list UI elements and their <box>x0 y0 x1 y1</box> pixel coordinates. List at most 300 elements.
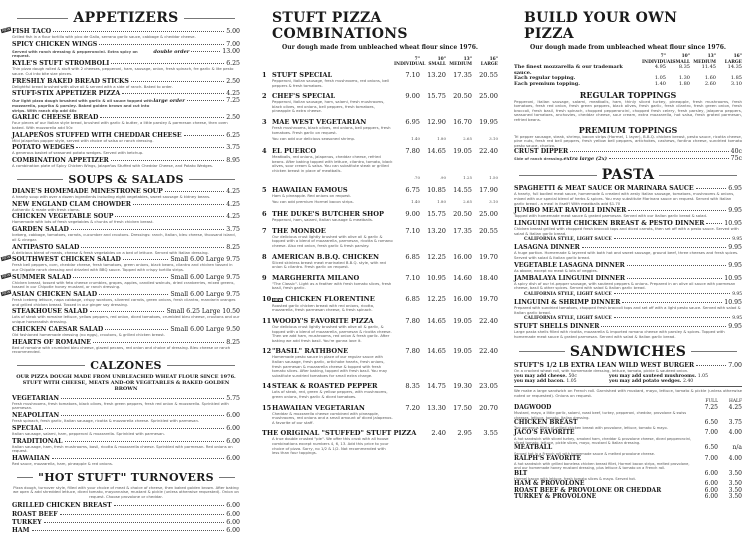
section-title: STUFT PIZZA COMBINATIONS <box>262 10 498 42</box>
combo-description: Pepperoni, ham, salami, Italian sausage & meatballs. <box>272 217 374 223</box>
dot-leader <box>122 93 224 94</box>
combo-price: 16.00 <box>453 294 472 303</box>
dot-leader <box>71 229 224 230</box>
item-name: ASIAN CHICKEN SALAD <box>12 291 98 299</box>
full-price: 6.00 <box>704 480 718 488</box>
blank <box>446 282 472 291</box>
combo-description: Our delicious crust lightly brushed with olive oil & garlic, & topped with a blend of mozzarella, parmesan & ricotta cheese. Then we add ham, mushrooms, red onion & fresh garlic. After baking we add fresh basil. You're gonna love it. <box>272 324 392 343</box>
menu-item <box>1 272 240 290</box>
size-label: 7" INDIVIDUAL <box>394 57 426 67</box>
menu-item <box>514 299 742 322</box>
menu-item <box>12 519 240 526</box>
addon-price: 1.40 <box>411 136 420 142</box>
item-row <box>12 519 240 526</box>
addon-price: 2.65 <box>463 136 472 142</box>
byo-price: 1.60 <box>704 75 716 82</box>
sandwich-name: MEATBALL <box>514 444 553 452</box>
addon-price: 1.40 <box>411 199 420 205</box>
item-desc-row <box>514 155 742 163</box>
menu-item <box>12 114 240 130</box>
blank <box>446 235 472 249</box>
item-price: 9.95 <box>728 244 742 252</box>
blank <box>472 390 498 399</box>
byo-row-label: The finest mozzarella & our trademark sauce. <box>514 64 623 76</box>
california-price: 9.95 <box>732 237 742 243</box>
blank <box>394 235 420 249</box>
column-label: FULL <box>705 398 718 404</box>
item-price: 10.95 <box>724 274 742 282</box>
combo-description: Cheddar & mozzarella cheese combined with pineapple, mushrooms, red onions and a small amount of diced jalapenos. A favorite of our staff. <box>272 410 393 425</box>
menu-item <box>12 90 240 113</box>
item-price: 7.00 <box>728 361 742 369</box>
dot-leader <box>622 302 722 303</box>
item-description: Fresh mushrooms, fresh tomatoes, black olives, fresh green peppers, fresh red onion & mozzarella. Sprinkled with parmesan. <box>12 400 229 411</box>
dot-leader <box>614 317 730 318</box>
item-price: 6.25 <box>226 60 240 68</box>
item-row <box>12 527 240 534</box>
original-price: 3.55 <box>483 429 498 438</box>
section-title: APPETIZERS <box>12 10 240 26</box>
combo-price: 19.05 <box>453 347 472 356</box>
item-name: CRUST DIPPER <box>514 148 569 156</box>
item-price: 9.95 <box>728 261 742 269</box>
byo-row-label: Each premium topping. <box>514 80 581 87</box>
new-badge: NEW <box>1 272 11 279</box>
addon-label: you may add potato wedges. <box>609 379 683 385</box>
dot-leader <box>570 151 729 152</box>
combo-price: 6.85 <box>405 294 420 303</box>
item-description: A delicious blend of meats, cheese & fresh vegetables on a bed of lettuce. Served with Italian dressing. <box>12 249 209 255</box>
item-name: JAMBALAYA LINGUINI DINNER <box>514 274 626 282</box>
item-description: Iceberg, cabbage, tomatoes, carrots, cucumber and croutons. Dressings: ranch, Italian, bleu cheese, thousand island, oil & vinegar. <box>12 232 236 242</box>
item-price: 6.00 <box>226 424 240 432</box>
item-description: Red sauce, mozzarella, ham, pineapple & red onions. <box>12 461 114 467</box>
byo-subtitle: Our dough made from unbleached wheat flour since 1976. <box>529 44 727 51</box>
menu-item <box>12 157 240 169</box>
combo-number: 1 <box>262 71 267 79</box>
byo-price: 2.60 <box>704 80 716 87</box>
menu-item <box>514 362 742 374</box>
item-name: KYLE'S STUFT STROMBOLI <box>12 60 110 68</box>
california-label: CALIFORNIA STYLE, LIGHT SAUCE <box>524 316 612 322</box>
combo-price: 18.40 <box>479 273 498 282</box>
addon-price: 50c <box>568 374 577 380</box>
item-name: GARDEN SALAD <box>12 226 69 234</box>
dot-leader <box>90 311 165 312</box>
combo-number: 14 <box>262 382 272 391</box>
pizza-combo <box>262 92 498 114</box>
item-description: As above, except no meat & lots of veggies. <box>514 267 598 273</box>
item-name: COMBINATION APPETIZER <box>12 157 109 165</box>
blank <box>394 412 420 426</box>
blank <box>446 390 472 399</box>
addon-label: You can add premium Hormel bacon strips. <box>272 199 354 205</box>
blank <box>262 155 272 173</box>
byo-price: 8.35 <box>678 64 690 71</box>
item-desc-row <box>12 48 240 59</box>
middle-column <box>262 6 498 456</box>
combo-price: 17.35 <box>453 71 472 79</box>
combo-number: 4 <box>262 147 267 156</box>
blank <box>262 325 272 343</box>
item-price: 3.75 <box>226 144 240 152</box>
item-name: DIANE'S HOMEMADE MINESTRONE SOUP <box>12 187 163 195</box>
item-description: Prepared with sundried tomatoes, chopped fresh broccoli tops and set off with a light pesto sauce. Served with salad & Italian garlic bread. <box>514 304 741 315</box>
combos-subtitle: Our dough made from unbleached wheat flour since 1976. <box>281 44 479 51</box>
item-description: A generous basket of seasoned potato wedges. Served with ketchup. <box>12 150 144 156</box>
half-price: 3.50 <box>728 480 742 488</box>
blank <box>262 235 272 249</box>
extra-label: extra large (2x) <box>563 156 607 163</box>
dot-leader <box>73 277 168 278</box>
combo-name: CHEF'S SPECIAL <box>272 92 336 101</box>
dot-leader <box>61 415 224 416</box>
combo-price: 6.95 <box>405 117 420 126</box>
menu-item <box>12 244 240 256</box>
byo-price: 14.35 <box>727 64 742 71</box>
menu-item <box>514 275 742 298</box>
combo-price: 15.75 <box>427 210 446 219</box>
pizza-combo <box>262 274 498 291</box>
menu-item <box>12 132 240 144</box>
dot-leader <box>44 522 225 523</box>
item-price: 6.95 <box>728 185 742 193</box>
item-price: 2.50 <box>226 77 240 85</box>
item-name: JUMBO MEAT RAVIOLI DINNER <box>514 207 627 215</box>
california-price: 9.95 <box>732 291 742 297</box>
blank <box>394 261 420 270</box>
blank <box>472 412 498 426</box>
blank <box>472 261 498 270</box>
blank <box>420 325 446 343</box>
size-label: 7" INDIVIDUAL <box>642 54 674 65</box>
menu-item <box>514 262 742 274</box>
section-title: SANDWICHES <box>514 344 742 360</box>
item-description: Lots of steak with romaine lettuce, yellow peppers, red onion, diced tomatoes, crumbled bleu cheese, croutons and our unique horseradish dressing. <box>12 314 240 325</box>
item-desc-row <box>12 97 240 113</box>
item-name: CHICKEN CAESAR SALAD <box>12 325 104 333</box>
item-name: STUFT SHELLS DINNER <box>514 323 600 331</box>
dot-leader <box>627 265 726 266</box>
original-name: THE ORIGINAL "STUFFED" STUFT PIZZA <box>262 429 417 438</box>
combo-name: HAWAIIAN VEGETARIAN <box>272 403 365 412</box>
menu-item <box>12 60 240 76</box>
byo-price: 4.95 <box>654 64 666 71</box>
blank <box>262 390 272 399</box>
item-price: 9.95 <box>728 207 742 215</box>
blank <box>420 390 446 399</box>
addon-label: you may add bacon. <box>514 379 567 385</box>
byo-price: 1.30 <box>678 75 690 82</box>
dot-leader <box>105 329 168 330</box>
pizza-combo <box>262 118 498 143</box>
menu-item <box>514 185 742 206</box>
dot-leader <box>165 191 224 192</box>
extra-price: 7.25 <box>226 97 240 105</box>
combo-name: NEW CHICKEN FLORENTINE <box>273 294 375 303</box>
combo-price: 13.20 <box>427 71 446 79</box>
item-name: ANTIPASTO SALAD <box>12 243 80 251</box>
blank <box>472 100 498 114</box>
california-style-row <box>514 291 742 298</box>
addon-label: you may add sauteed mushrooms. <box>609 374 698 380</box>
addon-price: 1.05 <box>697 374 709 380</box>
premium-toppings-list: Tri pepper sausage, steak, shrimp, bacon strips (Hormel, 1 layer), B.B.Q. chicken breast, pesto sauce, ricotta cheese, pine nuts, fresh red bell peppers, fresh yellow bell peppers, artichokes, cashews, fontina cheese, sundried tomato pesto sauce, chorizo. <box>514 133 742 148</box>
addon-price: 2.40 <box>682 379 694 385</box>
section-title: SOUPS & SALADS <box>12 173 240 186</box>
item-price: 7.00 <box>226 40 240 48</box>
combo-price: 8.35 <box>405 382 420 391</box>
item-description: Italian sausage, ham, fresh mushrooms, basil, ricotta & mozzarella cheese. Sprinkled with parmesan. Red onions on request. <box>12 443 233 454</box>
item-price: 8.25 <box>226 338 240 346</box>
blank <box>472 304 498 313</box>
pizza-combo <box>262 71 498 88</box>
item-name: GARLIC CHEESE BREAD <box>12 114 99 122</box>
item-row <box>12 502 240 509</box>
sandwich-description: Hormel bacon with lettuce, fresh tomato slices & mayo. Served hot. <box>514 476 637 481</box>
sandwich-description: Mustard, mayo, a little garlic, salami, roast beef, turkey, pepperoni, cheddar, provolone & swiss cheeses, lettuce, tomato, Italian dressing. <box>514 411 687 420</box>
new-badge: NEW <box>273 297 283 302</box>
dot-leader <box>115 216 224 217</box>
pizza-combo <box>262 347 498 378</box>
item-name: STUFT-STIX APPETIZER PIZZA <box>12 90 121 98</box>
blank <box>272 57 394 67</box>
combo-number: 12 <box>262 347 272 356</box>
pizza-combo <box>262 147 498 181</box>
addon-price: 1.25 <box>463 174 472 180</box>
blank <box>446 412 472 426</box>
item-name: CHICKEN VEGETABLE SOUP <box>12 213 114 221</box>
sandwich-name: CHICKEN BREAST <box>514 418 578 426</box>
combo-description: Roasted garlic chicken breast with red onions, ricotta, mozzarella, fresh parmesan cheese, & fresh spinach. <box>272 302 375 313</box>
menu-item <box>12 326 240 338</box>
addon-price: 1.80 <box>437 136 446 142</box>
dot-leader <box>32 530 225 531</box>
premium-toppings-title: PREMIUM TOPPINGS <box>578 124 678 135</box>
combo-description: Pepperoni, Italian sausage, fresh mushrooms, red onions, bell peppers & fresh tomatoes. <box>272 78 390 88</box>
menu-item <box>12 502 240 509</box>
blank <box>420 79 446 88</box>
combo-price: 19.95 <box>479 117 498 126</box>
full-price: 7.00 <box>704 454 718 462</box>
menu-item <box>12 226 240 242</box>
menu-item <box>514 323 742 339</box>
item-name: SPECIAL <box>12 424 43 432</box>
item-name: SPAGHETTI & MEAT SAUCE OR MARINARA SAUCE <box>514 185 694 193</box>
full-price: 6.00 <box>704 469 718 477</box>
combo-number: 9 <box>262 273 267 282</box>
item-description: Fresh spinach, fresh garlic, Italian sausage, ricotta & mozzarella cheese. Sprinkled with parmesan. <box>12 418 200 424</box>
combo-description: Meatballs, red onions, jalapenos, cheddar cheese, refried beans. After baking topped with lettuce, cilantro, tomato, black olives, sour cream & salsa. You can substitute steak or grilled chicken breast in place of meatballs. <box>272 154 393 173</box>
blank <box>446 218 472 223</box>
combo-name: AMERICAN B.B.Q. CHICKEN <box>272 252 380 261</box>
california-label: CALIFORNIA STYLE, LIGHT SAUCE <box>524 237 612 243</box>
menu-item <box>12 201 240 213</box>
combo-price: 19.30 <box>453 382 472 391</box>
item-name: ROAST BEEF <box>12 510 58 518</box>
item-name: GRILLED CHICKEN BREAST <box>12 502 112 510</box>
addon-price: .70 <box>413 174 420 180</box>
combo-number: 7 <box>262 226 267 235</box>
extra-label: double order <box>153 48 190 55</box>
combo-description: Homemade pesto sauce in place of our regular sauce with Italian sausage, fresh garlic, artichoke hearts, fresh onions, fresh parmesan & mozzarella cheese & topped with fresh tomato slices. After baking, topped with fresh basil. You may substitute sundried tomatoes for small extra charge. <box>272 354 388 378</box>
item-name: HAM <box>12 527 30 535</box>
dot-leader <box>187 100 224 101</box>
item-description: Authentic & made with fresh clams. <box>12 206 80 212</box>
blank <box>394 155 420 173</box>
sandwich-item <box>514 405 742 420</box>
size-label: 10" SMALL <box>672 54 690 65</box>
dot-leader <box>81 247 224 248</box>
addon-price: 2.65 <box>463 199 472 205</box>
combo-price: 13.30 <box>427 403 446 412</box>
item-price: 5.75 <box>226 394 240 402</box>
combo-number: 5 <box>262 185 267 194</box>
combo-number: 15 <box>262 403 272 412</box>
combo-description: Ham & pineapple. Red onions on request. <box>272 192 352 198</box>
item-name: SOUTHWEST CHICKEN SALAD <box>12 256 121 264</box>
combo-price: 19.70 <box>479 252 498 261</box>
blank <box>420 126 446 135</box>
combo-description: Lots of steak, red, green & yellow peppers, with mushrooms, green onions, fresh garlic & diced tomatoes. <box>272 389 388 399</box>
sandwich-name: BLT <box>514 469 528 477</box>
combo-number: 11 <box>262 317 272 326</box>
item-price: 6.00 <box>226 437 240 445</box>
blank <box>472 235 498 249</box>
blank <box>394 126 420 135</box>
regular-toppings-list: Pepperoni, Italian sausage, salami, meatballs, ham, thinly sliced turkey, pineapple, fresh mushrooms, fresh tomatoes, fresh red onion, fresh green peppers, black olives, fresh garlic, fresh cilantro, fresh green onion, fresh broccoli, fresh basil, fresh spinach, chopped pepperoncini, chopped fresh celery, fresh parsley, jalapeno peppers, seasoned tomatoes, anchovies, cheddar cheese, sour cream, extra mozzarella, hot salsa, fresh grated parmesan, refried beans. <box>514 98 742 122</box>
byo-price: 11.45 <box>701 64 716 71</box>
dot-leader <box>133 204 224 205</box>
dot-leader <box>184 135 225 136</box>
extra-label: large order <box>153 98 185 105</box>
item-name: STEAKHOUSE SALAD <box>12 308 88 316</box>
blank <box>394 304 420 313</box>
dot-leader <box>60 514 225 515</box>
item-name: LASAGNA DINNER <box>514 244 580 252</box>
blank <box>472 355 498 378</box>
pizza-combo <box>262 227 498 249</box>
combo-price: 20.55 <box>479 71 498 79</box>
combo-name: "BASIL" RATHBONE <box>272 347 349 356</box>
blank <box>262 282 272 291</box>
blank <box>446 261 472 270</box>
combo-number: 10 <box>262 294 272 303</box>
dot-leader <box>93 342 224 343</box>
item-price: 8.25 <box>226 243 240 251</box>
blank <box>420 282 446 291</box>
item-row <box>12 41 240 48</box>
blank <box>394 282 420 291</box>
pizza-combo <box>262 295 498 313</box>
original-price: 2.95 <box>457 429 472 438</box>
blank <box>262 198 272 206</box>
blank <box>420 261 446 270</box>
dot-leader <box>191 51 220 52</box>
blank <box>262 437 272 455</box>
item-name: LINGUINI WITH CHICKEN BREAST & PESTO DINNER <box>514 220 705 228</box>
menu-item <box>12 438 240 454</box>
item-price: 6.00 <box>226 510 240 518</box>
blank <box>420 100 446 114</box>
addon-price: 3.10 <box>489 136 498 142</box>
item-price: 6.00 <box>226 502 240 510</box>
dot-leader <box>99 294 168 295</box>
pizza-combo <box>262 404 498 426</box>
combo-price: 19.05 <box>453 317 472 326</box>
blank <box>394 79 420 88</box>
half-price: 4.00 <box>728 429 742 437</box>
size-label: 13" MEDIUM <box>449 57 472 67</box>
combo-price: 7.80 <box>405 317 420 326</box>
combo-price: 7.10 <box>405 71 420 79</box>
item-price: Small 6.00 Large 9.75 <box>170 291 240 299</box>
blank <box>262 57 272 67</box>
combo-name: HAWAIIAN FAMOUS <box>272 185 348 194</box>
combo-number: 8 <box>262 252 267 261</box>
item-description: Homemade with lots of fresh vegetables & chunks of fresh chicken breast. <box>12 219 154 225</box>
combo-description: Fresh mushrooms, black olives, red onions, bell peppers, fresh tomatoes. Fresh garlic on request. <box>272 124 391 135</box>
full-price: 6.50 <box>704 418 718 426</box>
dot-leader <box>99 44 224 45</box>
dot-leader <box>582 247 726 248</box>
combo-price: 10.85 <box>427 185 446 194</box>
california-style-row <box>514 236 742 243</box>
sandwich-description: A hot sandwich with sliced turkey, smoked ham, cheddar & provolone cheese, diced pepperoncini, sliced tomato, lettuce, pickle slices, mayo, mustard & Italian dressing. <box>514 436 692 445</box>
item-description: Italian sausage, salami, ham, pepperoni & mozzarella. Sprinkled with parmesan. <box>12 430 165 436</box>
item-description: A hearty soup with over a dozen ingredients including eight vegetables, sweet sausage & kidney beans. <box>12 193 211 199</box>
blank <box>262 174 272 182</box>
byo-price: 1.80 <box>678 80 690 87</box>
byo-price: 1.40 <box>654 80 666 87</box>
combo-name: MAE WEST VEGETARIAN <box>272 117 367 126</box>
size-label: 10" SMALL <box>428 57 446 67</box>
combo-price: 25.00 <box>479 210 498 219</box>
item-description: Thin pizza dough rolled & stuft with 2 cheeses, pepperoni, ham, sausage, onion, fresh spinach, fre garlic & lite pesto sauce. Cut into bite size pieces. <box>12 66 234 76</box>
item-name: JALAPEÑOS STUFFED WITH CHEDDAR CHEESE <box>12 131 182 139</box>
blank <box>472 155 498 173</box>
menu-item <box>12 425 240 437</box>
section-title: PASTA <box>514 167 742 183</box>
addon-label: you may add cheese. <box>514 374 569 380</box>
dot-leader <box>52 458 224 459</box>
combo-price: 14.65 <box>427 317 446 326</box>
item-description: A spicy dish of our tri-pepper sausage, with sauteed peppers & onions. Prepared in an olive oil sauce with parmesan cheese, basil & other spices. Served with salad & Italian garlic bread. <box>514 280 736 291</box>
item-price: Small 6.00 Large 9.75 <box>170 273 240 281</box>
half-price: 3.75 <box>728 418 742 426</box>
combo-price: 7.20 <box>405 403 420 412</box>
item-price: 5.00 <box>226 28 240 35</box>
section-title: BUILD YOUR OWN PIZZA <box>514 10 742 42</box>
blank <box>394 100 420 114</box>
combo-price: 19.05 <box>453 147 472 156</box>
menu-item <box>514 244 742 260</box>
blank <box>420 235 446 249</box>
item-description: Served with ranch dressing & pepperoncini. Extra spicy on request. <box>12 48 138 59</box>
half-price: 3.50 <box>728 492 742 500</box>
addon <box>609 379 742 384</box>
left-column <box>1 6 240 535</box>
item-name: HAWAIIAN <box>12 455 50 463</box>
full-price: 6.00 <box>704 492 718 500</box>
menu-item <box>12 511 240 518</box>
sandwich-description: Two generous fillets of grilled chicken breast with provolone, lettuce, tomato & mayo. <box>514 426 668 431</box>
dot-leader <box>614 238 730 239</box>
half-price: 3.50 <box>728 469 742 477</box>
addon-price: .90 <box>439 174 446 180</box>
dot-leader <box>131 81 224 82</box>
item-description: Grilled fish in a flour tortilla with pico de Gallo, serrano garlic sauce, cabbage & cheddar cheese. <box>12 34 196 39</box>
